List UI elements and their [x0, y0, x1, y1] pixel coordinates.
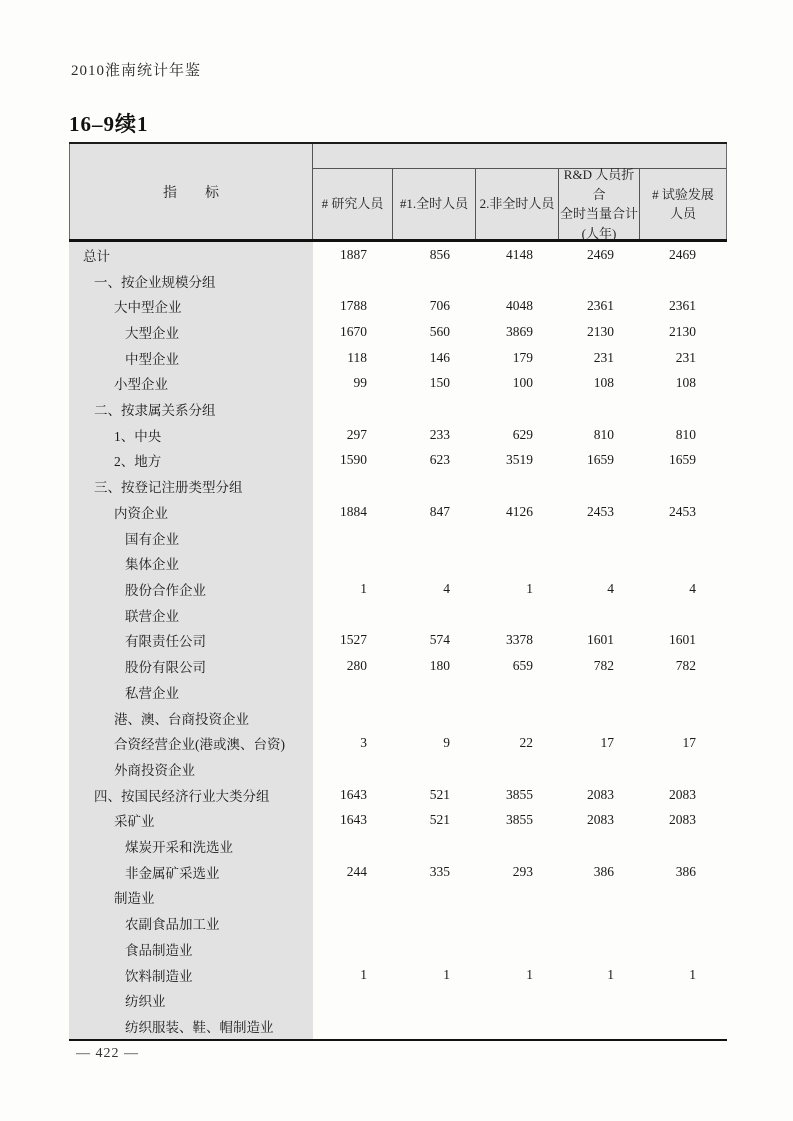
row-value: 4048	[506, 298, 533, 314]
row-value: 574	[429, 632, 450, 648]
row-label: 大中型企业	[114, 300, 182, 316]
row-value: 4	[607, 580, 614, 596]
row-label: 大型企业	[125, 325, 179, 341]
row-value: 4148	[506, 246, 533, 262]
row-value: 2083	[587, 812, 614, 828]
column-header-line: # 试验发展	[652, 186, 714, 202]
row-label: 制造业	[114, 891, 155, 907]
row-value: 335	[429, 863, 450, 879]
row-value: 3378	[506, 632, 533, 648]
row-value: 17	[600, 735, 614, 751]
row-value: 629	[512, 426, 533, 442]
table-row	[69, 525, 727, 551]
indicator-header-cell	[69, 144, 313, 239]
row-value: 2469	[587, 246, 614, 262]
table-row	[69, 962, 727, 988]
column-header	[313, 169, 393, 239]
row-value: 17	[682, 735, 696, 751]
row-label: 二、按隶属关系分组	[94, 403, 216, 419]
row-label: 股份有限公司	[125, 660, 206, 676]
row-value: 2083	[587, 786, 614, 802]
statistics-table	[69, 142, 727, 1041]
column-header-line: 人员	[669, 206, 696, 221]
row-value: 782	[593, 658, 614, 674]
table-row	[69, 448, 727, 474]
table-row	[69, 859, 727, 885]
row-label: 港、澳、台商投资企业	[114, 711, 249, 727]
row-label: 农副食品加工业	[125, 917, 220, 933]
table-row	[69, 371, 727, 397]
row-value: 3855	[506, 786, 533, 802]
column-header-line: # 研究人员	[321, 196, 384, 212]
row-value: 1590	[340, 452, 367, 468]
row-value: 3855	[506, 812, 533, 828]
indicator-header-label: 指 标	[163, 185, 219, 201]
table-row	[69, 1013, 727, 1039]
table-row	[69, 833, 727, 859]
table-header	[69, 142, 727, 242]
row-label: 集体企业	[125, 557, 179, 573]
row-label: 股份合作企业	[125, 582, 206, 598]
row-value: 1601	[669, 632, 696, 648]
row-label: 纺织服装、鞋、帽制造业	[125, 1019, 274, 1035]
table-row	[69, 473, 727, 499]
table-row	[69, 550, 727, 576]
row-value: 231	[593, 349, 614, 365]
row-value: 1601	[587, 632, 614, 648]
row-value: 3	[360, 735, 367, 751]
row-label: 四、按国民经济行业大类分组	[94, 788, 270, 804]
row-value: 1670	[340, 323, 367, 339]
row-label: 食品制造业	[125, 942, 193, 958]
row-label: 纺织业	[125, 994, 166, 1010]
row-value: 1659	[669, 452, 696, 468]
row-label: 饮料制造业	[125, 968, 193, 984]
row-label: 联营企业	[125, 608, 179, 624]
row-value: 2083	[669, 812, 696, 828]
table-row	[69, 602, 727, 628]
row-value: 180	[429, 658, 450, 674]
table-rows	[69, 242, 727, 1039]
row-value: 3869	[506, 323, 533, 339]
row-value: 1	[607, 966, 614, 982]
row-value: 244	[346, 863, 367, 879]
row-value: 293	[512, 863, 533, 879]
row-value: 2130	[669, 323, 696, 339]
column-header	[640, 169, 726, 239]
column-header-line: (人年)	[581, 225, 617, 241]
row-value: 297	[346, 426, 367, 442]
table-row	[69, 782, 727, 808]
row-value: 521	[429, 786, 450, 802]
row-label: 小型企业	[114, 377, 168, 393]
row-value: 1527	[340, 632, 367, 648]
header-band	[313, 144, 726, 169]
row-value: 1	[443, 966, 450, 982]
row-value: 1643	[340, 786, 367, 802]
row-value: 1788	[340, 298, 367, 314]
row-value: 231	[675, 349, 696, 365]
table-row	[69, 396, 727, 422]
row-value: 9	[443, 735, 450, 751]
row-value: 1884	[340, 503, 367, 519]
row-label: 1、中央	[114, 428, 162, 444]
row-value: 1887	[340, 246, 367, 262]
row-value: 782	[675, 658, 696, 674]
table-row	[69, 653, 727, 679]
row-value: 1	[689, 966, 696, 982]
row-value: 1	[360, 580, 367, 596]
row-label: 私营企业	[125, 685, 179, 701]
row-value: 146	[429, 349, 450, 365]
table-row	[69, 756, 727, 782]
row-label: 2、地方	[114, 454, 162, 470]
table-row	[69, 319, 727, 345]
row-label: 采矿业	[114, 814, 155, 830]
column-header	[393, 169, 476, 239]
table-row	[69, 705, 727, 731]
table-row	[69, 499, 727, 525]
row-value: 179	[512, 349, 533, 365]
page-number: — 422 —	[76, 1046, 139, 1061]
row-value: 659	[512, 658, 533, 674]
row-value: 108	[593, 375, 614, 391]
row-value: 1	[360, 966, 367, 982]
row-value: 1643	[340, 812, 367, 828]
column-header-line: R&D 人员折合	[563, 167, 635, 202]
table-row	[69, 987, 727, 1013]
row-value: 810	[675, 426, 696, 442]
column-header-line: #1.全时人员	[399, 196, 469, 212]
table-row	[69, 268, 727, 294]
row-value: 847	[429, 503, 450, 519]
row-label: 外商投资企业	[114, 762, 195, 778]
row-label: 煤炭开采和洗选业	[125, 840, 233, 856]
row-value: 2469	[669, 246, 696, 262]
row-value: 2453	[587, 503, 614, 519]
row-value: 2361	[587, 298, 614, 314]
table-row	[69, 628, 727, 654]
table-row	[69, 345, 727, 371]
row-value: 521	[429, 812, 450, 828]
column-header	[476, 169, 559, 239]
row-label: 一、按企业规模分组	[94, 274, 216, 290]
row-label: 非金属矿采选业	[125, 865, 220, 881]
table-row	[69, 293, 727, 319]
row-value: 118	[347, 349, 367, 365]
row-value: 623	[429, 452, 450, 468]
table-row	[69, 576, 727, 602]
table-title: 16–9续1	[69, 112, 149, 136]
row-value: 810	[593, 426, 614, 442]
table-row	[69, 885, 727, 911]
table-row	[69, 242, 727, 268]
table-header-right	[313, 144, 727, 239]
table-row	[69, 422, 727, 448]
row-value: 4	[689, 580, 696, 596]
row-label: 中型企业	[125, 351, 179, 367]
row-value: 1	[526, 580, 533, 596]
yearbook-title: 2010淮南统计年鉴	[71, 63, 202, 79]
table-row	[69, 936, 727, 962]
row-value: 1	[526, 966, 533, 982]
row-value: 386	[675, 863, 696, 879]
row-value: 233	[429, 426, 450, 442]
column-header	[559, 169, 640, 239]
row-label: 总计	[83, 248, 110, 264]
row-value: 22	[519, 735, 533, 751]
table-row	[69, 679, 727, 705]
row-value: 560	[429, 323, 450, 339]
row-value: 150	[429, 375, 450, 391]
row-label: 国有企业	[125, 531, 179, 547]
row-value: 2361	[669, 298, 696, 314]
row-value: 2453	[669, 503, 696, 519]
row-value: 706	[429, 298, 450, 314]
row-label: 三、按登记注册类型分组	[94, 480, 243, 496]
column-headers	[313, 169, 726, 239]
row-label: 内资企业	[114, 505, 168, 521]
row-value: 280	[346, 658, 367, 674]
table-row	[69, 910, 727, 936]
row-value: 1659	[587, 452, 614, 468]
table-row	[69, 807, 727, 833]
column-header-line: 2.非全时人员	[479, 196, 555, 212]
row-value: 3519	[506, 452, 533, 468]
column-header-line: 全时当量合计	[559, 206, 638, 221]
row-value: 2130	[587, 323, 614, 339]
row-label: 合资经营企业(港或澳、台资)	[114, 737, 285, 753]
row-value: 4	[443, 580, 450, 596]
row-value: 386	[593, 863, 614, 879]
row-value: 856	[429, 246, 450, 262]
row-value: 100	[512, 375, 533, 391]
table-row	[69, 730, 727, 756]
row-value: 2083	[669, 786, 696, 802]
row-value: 108	[675, 375, 696, 391]
row-label: 有限责任公司	[125, 634, 206, 650]
row-value: 4126	[506, 503, 533, 519]
table-body	[69, 242, 727, 1041]
row-value: 99	[353, 375, 367, 391]
